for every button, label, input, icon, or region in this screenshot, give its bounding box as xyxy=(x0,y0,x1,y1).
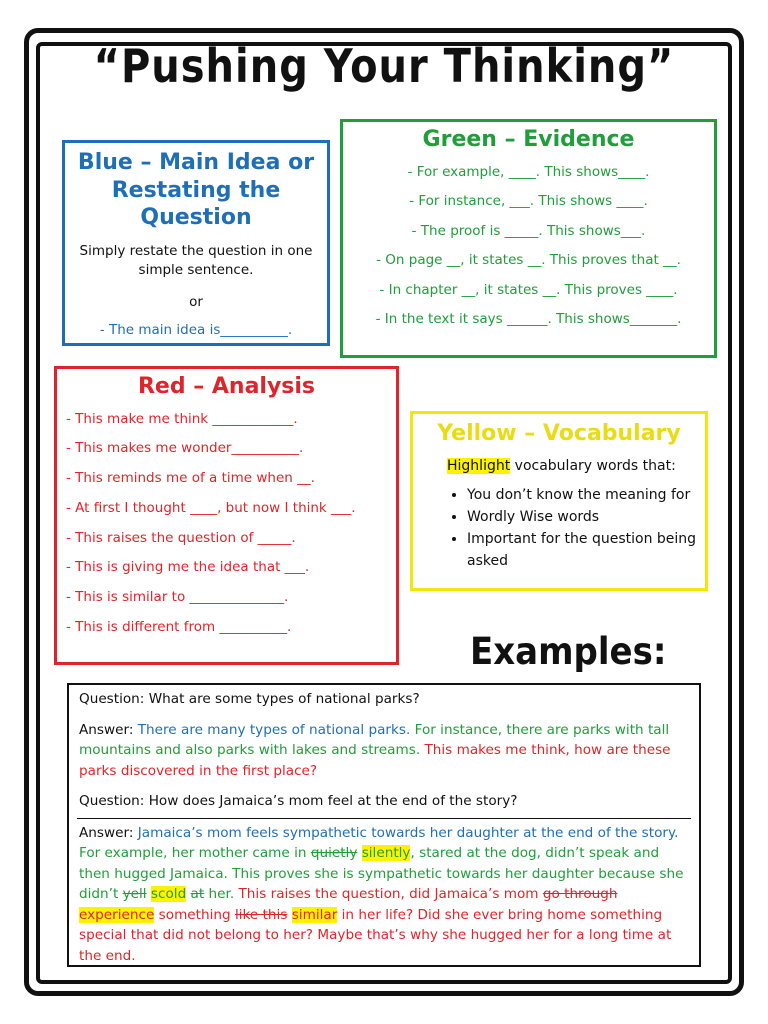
answer-evidence: her. xyxy=(204,886,239,902)
example-question-2: Question: How does Jamaica’s mom feel at the end of the story? xyxy=(79,793,518,809)
blue-box-sentence-starter: - The main idea is__________. xyxy=(99,321,293,338)
yellow-box-heading: Yellow – Vocabulary xyxy=(437,421,681,446)
blue-box-instruction: Simply restate the question in one simple sentence. xyxy=(79,242,313,278)
yellow-intro-rest: vocabulary words that: xyxy=(510,457,676,474)
answer-label: Answer: xyxy=(79,824,138,841)
red-analysis-box xyxy=(54,366,399,665)
red-box-heading: Red – Analysis xyxy=(137,374,316,399)
struck-word: go through xyxy=(542,886,618,902)
struck-word: yell xyxy=(122,886,147,902)
struck-word: quietly xyxy=(310,845,358,861)
green-box-heading: Green – Evidence xyxy=(422,127,635,152)
answer-analysis: This makes me think, how are these parks discovered in the first place? xyxy=(79,742,671,779)
answer-evidence: For example, her mother came in xyxy=(79,845,311,861)
highlighted-word: silently xyxy=(361,845,411,861)
struck-word: at xyxy=(190,886,205,902)
highlighted-word: experience xyxy=(79,906,155,923)
red-line: - This makes me wonder__________. xyxy=(66,440,304,457)
examples-box xyxy=(67,683,701,967)
answer-evidence: , stared at the dog, didn’t speak and then hugged Jamaica. This proves she is sympathetic towards her daughter because she didn’t xyxy=(79,845,684,902)
red-line: - This raises the question of _____. xyxy=(66,529,296,546)
green-line: - The proof is _____. This shows___. xyxy=(411,222,646,239)
red-line: - This reminds me of a time when __. xyxy=(66,470,315,487)
vocabulary-criteria-list xyxy=(413,484,705,572)
green-line: - In chapter __, it states __. This proves ____. xyxy=(379,281,678,298)
example-question-1: Question: What are some types of national parks? xyxy=(79,691,420,707)
answer-main-idea: There are many types of national parks. xyxy=(137,721,415,738)
blue-main-idea-box xyxy=(62,140,330,346)
red-line: - This is giving me the idea that ___. xyxy=(66,559,310,576)
list-item: • Wordly Wise words xyxy=(467,506,705,528)
answer-main-idea: Jamaica’s mom feels sympathetic towards her daughter at the end of the story. xyxy=(137,824,679,841)
red-line: - This is different from __________. xyxy=(66,619,292,636)
answer-analysis: in her life? Did she ever bring home something special that did not belong to her? Maybe that’s why she hugged her for a long time at the end. xyxy=(79,906,672,964)
green-line: - In the text it says ______. This shows_______. xyxy=(375,311,682,327)
answer-evidence: For instance, there are parks with tall mountains and also parks with lakes and streams. xyxy=(79,721,670,758)
green-line: - For example, ____. This shows____. xyxy=(407,163,650,180)
blue-box-heading: Blue – Main Idea or Restating the Question xyxy=(77,150,315,230)
red-line: - This make me think ____________. xyxy=(66,410,298,427)
yellow-vocabulary-box xyxy=(410,411,708,591)
page-title: “Pushing Your Thinking” xyxy=(93,40,675,94)
green-line: - For instance, ___. This shows ____. xyxy=(409,193,648,209)
example-answer-2 xyxy=(79,823,689,967)
answer-analysis: This raises the question, did Jamaica’s mom xyxy=(238,886,543,902)
list-item: • Important for the question being asked xyxy=(467,528,705,572)
answer-label: Answer: xyxy=(79,721,138,738)
highlighted-word: scold xyxy=(150,886,187,902)
examples-heading: Examples: xyxy=(470,630,667,674)
highlighted-word: similar xyxy=(291,906,338,923)
green-line: - On page __, it states __. This proves that __. xyxy=(376,252,681,268)
highlight-word: Highlight xyxy=(447,457,511,474)
green-evidence-box xyxy=(340,119,717,358)
red-line: - This is similar to ______________. xyxy=(66,589,289,606)
yellow-box-intro xyxy=(447,458,705,474)
struck-word: like this xyxy=(234,906,288,923)
divider xyxy=(77,818,691,819)
blue-box-or: or xyxy=(189,293,203,310)
answer-analysis: something xyxy=(154,906,235,923)
list-item: • You don’t know the meaning for xyxy=(467,484,705,506)
example-answer-1 xyxy=(79,720,689,782)
red-line: - At first I thought ____, but now I think ___. xyxy=(66,499,356,516)
